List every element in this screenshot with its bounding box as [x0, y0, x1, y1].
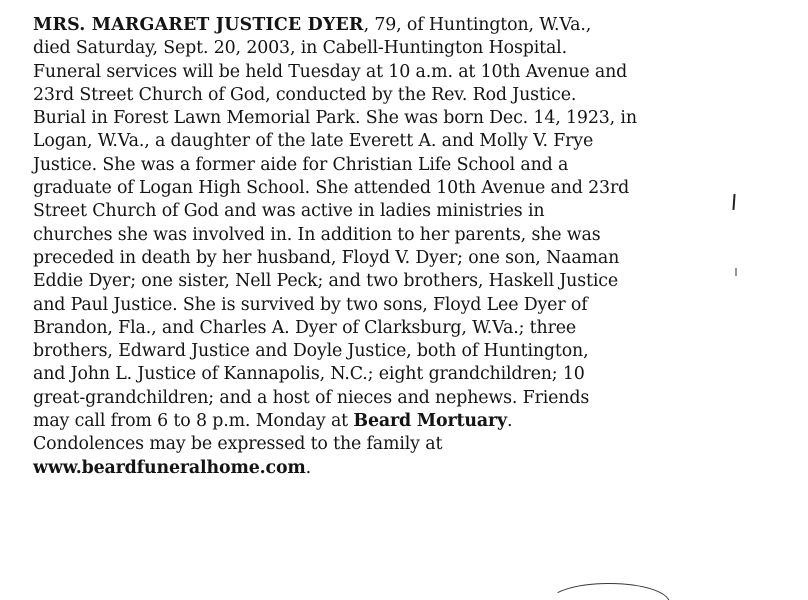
obit-line-11: preceded in death by her husband, Floyd V. Dyer; one son, Naaman [33, 247, 620, 268]
obit-line-19: Condolences may be expressed to the family at [33, 434, 443, 455]
obit-line-2: died Saturday, Sept. 20, 2003, in Cabell-Huntington Hospital. [33, 38, 567, 59]
obit-line-16: and John L. Justice of Kannapolis, N.C.; eight grandchildren; 10 [33, 364, 585, 385]
obituary-text [33, 14, 753, 480]
margin-speck [735, 268, 737, 276]
obit-line-18-end: . [506, 411, 513, 432]
obit-line-5: Burial in Forest Lawn Memorial Park. She was born Dec. 14, 1923, in [33, 108, 637, 129]
obit-line-17: great-grandchildren; and a host of nieces and nephews. Friends [33, 387, 590, 408]
obit-line-13: and Paul Justice. She is survived by two sons, Floyd Lee Dyer of [33, 294, 588, 315]
obit-line-15: brothers, Edward Justice and Doyle Justice, both of Huntington, [33, 341, 589, 362]
obit-line-18 [33, 410, 753, 433]
obit-line-1 [33, 14, 753, 37]
funeral-home-website: www.beardfuneralhome.com [33, 457, 306, 478]
obit-line-7: Justice. She was a former aide for Christian Life School and a [33, 154, 569, 175]
obit-line-3: Funeral services will be held Tuesday at 10 a.m. at 10th Avenue and [33, 61, 628, 82]
mortuary-name: Beard Mortuary [353, 411, 507, 432]
obit-line-20-end: . [305, 457, 312, 478]
obit-line-6: Logan, W.Va., a daughter of the late Everett A. and Molly V. Frye [33, 131, 594, 152]
obit-line-12: Eddie Dyer; one sister, Nell Peck; and two brothers, Haskell Justice [33, 271, 618, 292]
obit-line-10: churches she was involved in. In addition to her parents, she was [33, 224, 601, 245]
obit-line-8: graduate of Logan High School. She attended 10th Avenue and 23rd [33, 178, 630, 199]
obit-line-14: Brandon, Fla., and Charles A. Dyer of Clarksburg, W.Va.; three [33, 317, 577, 338]
obit-line-4: 23rd Street Church of God, conducted by the Rev. Rod Justice. [33, 84, 577, 105]
obit-line-9: Street Church of God and was active in ladies ministries in [33, 201, 545, 222]
clipping-edge-arc [548, 583, 670, 600]
obit-line-18-text: may call from 6 to 8 p.m. Monday at [33, 411, 354, 432]
obit-line-1-rest: , 79, of Huntington, W.Va., [363, 15, 592, 35]
deceased-name: MRS. MARGARET JUSTICE DYER [33, 15, 364, 35]
obit-line-20 [33, 457, 753, 480]
